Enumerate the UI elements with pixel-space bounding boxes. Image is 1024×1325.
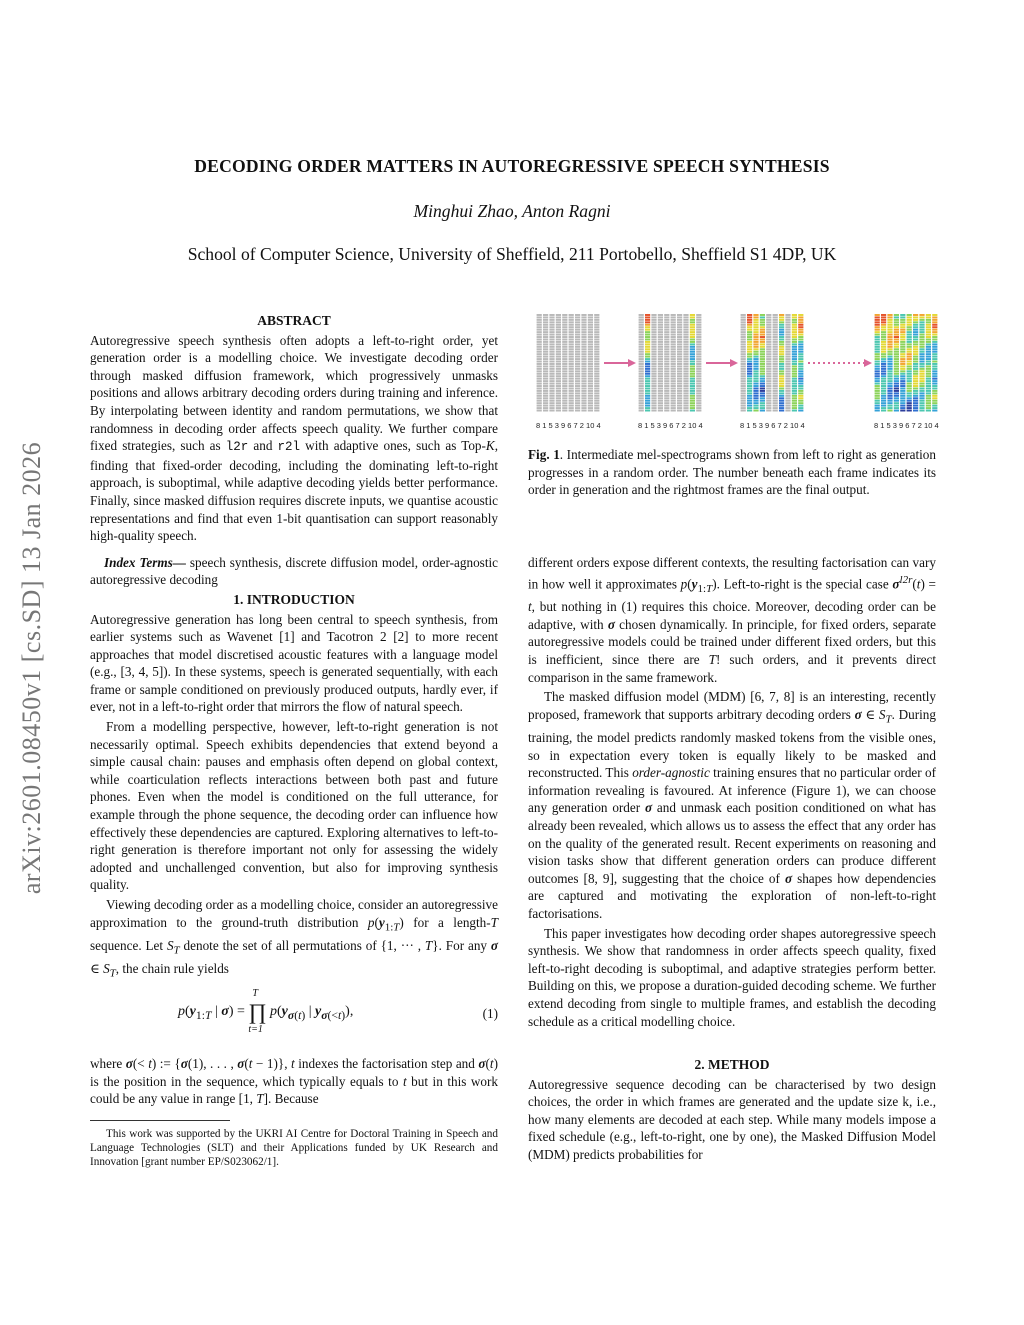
intro-paragraph-2: From a modelling perspective, however, left-to-right generation is not necessarily optimal. Speech exhibits dependencies that extend beyond a simple causal chain: pauses and emphasis often depend on global context, while coarticulation reflects interactions between both past and future phones. Even when the model is conditioned on the full utterance, for example through the phone sequence, the decoding order can influence how effectively these dependencies are captured. Exploring alternatives to left-to-right generation is therefore important not only for assessing the widely adopted and unchallenged convention, but also for improving synthesis quality. (90, 719, 498, 893)
intro-paragraph-3: Viewing decoding order as a modelling choice, consider an autoregressive approximation to the ground-truth distribution $p(y_{1:T})$ for a length-T sequence. Let $S_T$ denote the set of all permutations of {1, ··· , T}. For any σ ∈ $S_T$, the chain rule yields (90, 897, 498, 980)
right-column (528, 554, 936, 1164)
abstract-text: Autoregressive speech synthesis often adopts a left-to-right order, yet generation order is a modelling choice. We investigate decoding order through masked diffusion framework, which progressively unmasks positions and allows arbitrary decoding orders during training and inference. By interpolating between identity and random permutations, we show that randomness in decoding order affects speech quality. We further compare fixed strategies, such as l2r and r2l with adaptive ones, such as Top-K, finding that fixed-order decoding, including the dominating left-to-right approach, is suboptimal, while adaptive decoding yields better performance. Finally, since masked diffusion requires discrete inputs, we quantise acoustic representations and find that even 1-bit quantisation can support reasonably high-quality speech. (90, 332, 498, 544)
footnote-rule (90, 1120, 230, 1121)
intro-paragraph-4: where σ(< t) := {σ(1), . . . , σ(t − 1)}, t indexes the factorisation step and σ(t) is the position in the sequence, which typically equals to t but in this work could be any value in range [1, T]. Because (90, 1056, 499, 1107)
paper-title: DECODING ORDER MATTERS IN AUTOREGRESSIVE SPEECH SYNTHESIS (194, 156, 830, 176)
right-paragraph-3: This paper investigates how decoding order shapes autoregressive speech synthesis. We show that randomness in order affects speech quality, fixed left-to-right decoding is suboptimal, and adaptive strategies perform better. Building on this, we propose a duration-guided decoding scheme. We further extend decoding from single to multiple frames, and establish the decoding schedule as a critical modelling choice. (528, 925, 936, 1029)
figure-1 (528, 310, 939, 436)
equation-number: (1) (482, 1006, 498, 1022)
paper-authors: Minghui Zhao, Anton Ragni (413, 201, 611, 221)
abstract-heading: ABSTRACT (257, 313, 331, 328)
arrow-head (628, 359, 636, 367)
method-paragraph-1: Autoregressive sequence decoding can be characterised by two design choices, the order in which frames are generated and the update size k, i.e., how many elements are decoded at each step. While many models impose a fixed schedule (e.g., left-to-right, one by one), the Masked Diffusion Model (MDM) predicts probabilities for (528, 1076, 936, 1163)
index-terms: Index Terms— speech synthesis, discrete diffusion model, order-agnostic autoregressive decoding (90, 554, 498, 588)
footnote: This work was supported by the UKRI AI Centre for Doctoral Training in Speech and Language Technologies (SLT) and their Applications funded by UK Research and Innovation [grant number EP/S023062/1]. (90, 1128, 498, 1169)
frame-order-label: 8 1 5 3 9 6 7 2 10 4 (638, 421, 703, 430)
intro-heading: 1. INTRODUCTION (233, 591, 355, 607)
frame-order-label: 8 1 5 3 9 6 7 2 10 4 (874, 421, 939, 430)
paper-affiliation: School of Computer Science, University of Sheffield, 211 Portobello, Sheffield S1 4DP, UK (187, 244, 837, 264)
arrow-head (730, 359, 738, 367)
method-heading: 2. METHOD (694, 1057, 770, 1073)
arxiv-stamp: arXiv:2601.08450v1 [cs.SD] 13 Jan 2026 (17, 441, 46, 895)
figure-1-caption: Fig. 1. Intermediate mel-spectrograms shown from left to right as generation progresses in a random order. The number beneath each frame indicates its order in generation and the rightmost frames are the final output. (528, 447, 936, 498)
right-paragraph-1: different orders expose different contexts, the resulting factorisation can vary in how well it approximates $p(y_{1:T})$. Left-to-right is the special case $\sigma^{l2r}(t) = t$, but nothing in (1) requires this choice. Moreover, decoding order can be adaptive, with σ chosen dynamically. In principle, for fixed orders, separate autoregressive models could be trained under different fixed orders, but this is inefficient, since there are T! such orders, and it prevents direct comparison in the same framework. (528, 555, 936, 685)
figure-arrows (528, 310, 936, 420)
right-paragraph-2: The masked diffusion model (MDM) [6, 7, 8] is an interesting, recently proposed, framework that supports arbitrary decoding orders σ ∈ $S_T$. During training, the model predicts randomly masked tokens from the visible ones, so in expectation every token is equally likely to be masked and reconstructed. This order-agnostic training ensures that no particular order of information revealing is favoured. At inference (Figure 1), we can choose any generation order σ and unmask each position conditioned on what has already been revealed, which allows us to assess the effect that any order has on the quality of the generated result. Recent experiments on reasoning and vision tasks show that different generation orders can produce different outcomes [8, 9], suggesting that the choice of σ shapes how dependencies are captured and motivating the exploration of non-left-to-right factorisations. (528, 689, 936, 921)
frame-order-label: 8 1 5 3 9 6 7 2 10 4 (536, 421, 601, 430)
intro-paragraph-1: Autoregressive generation has long been central to speech synthesis, from earlier systems such as Wavenet [1] and Tacotron 2 [2] to more recent approaches that model discretised acoustic features with a language model (e.g., [3, 4, 5]). In these systems, speech is generated sequentially, with each frame or sample conditioned on previously produced outputs, hardly ever, if ever, not in a left-to-right order that mirrors the flow of natural speech. (90, 611, 498, 715)
equation-1: $p(y_{1:T}$ | σ) = ∏ T t=1 $p(y_{\sigma(t)}$ | $y_{\sigma(<t)}$), (1) (178, 988, 498, 1036)
left-column (90, 312, 498, 1170)
arrow-head (864, 359, 872, 367)
frame-order-label: 8 1 5 3 9 6 7 2 10 4 (740, 421, 805, 430)
